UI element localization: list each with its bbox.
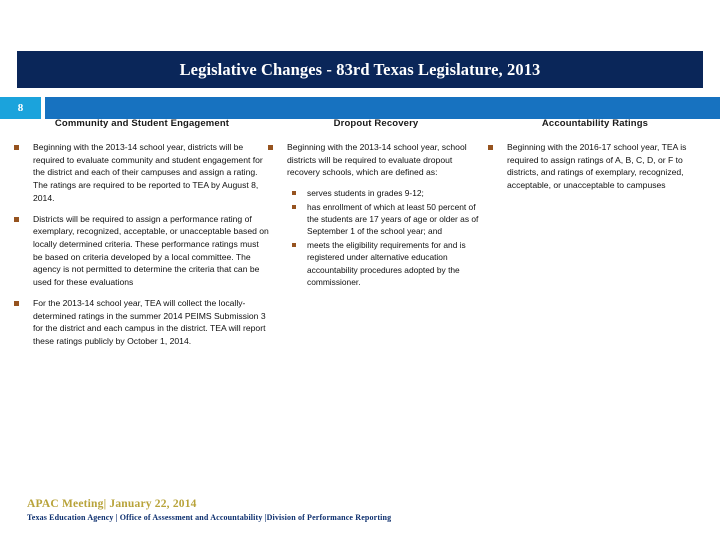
list-item — [14, 297, 270, 348]
square-bullet-icon — [14, 217, 19, 222]
square-bullet-icon — [488, 145, 493, 150]
slide-title-banner — [17, 51, 703, 88]
footer-agency-line: Texas Education Agency | Office of Assessment and Accountability |Division of Performance Reporting — [27, 513, 392, 522]
list-item-text: For the 2013-14 school year, TEA will collect the locally-determined ratings in the summer 2014 PEIMS Submission 3 for the district and each campus in the district. TEA will report these ratings publicly by October 1, 2014. — [33, 297, 266, 346]
page-number-text: 8 — [17, 102, 24, 114]
square-bullet-icon — [14, 145, 19, 150]
column-header: Community and Student Engagement — [54, 118, 230, 129]
page-number-badge — [0, 97, 41, 119]
sub-list-item — [292, 187, 484, 199]
sub-list-item-text: meets the eligibility requirements for and is registered under alternative education accountability procedures adopted by the commissioner. — [307, 239, 466, 288]
list-item-text: Districts will be required to assign a performance rating of exemplary, recognized, acceptable, or unacceptable based on locally determined criteria. These performance ratings must be based on criteria developed by a local committee. The agency is not permitted to determine the criteria that can be used for these evaluations — [33, 213, 269, 288]
square-bullet-icon — [292, 191, 296, 195]
sub-list-item-text: has enrollment of which at least 50 percent of the students are 17 years of age or older as of September 1 of the school year; and — [307, 201, 479, 237]
sub-list — [268, 187, 484, 289]
square-bullet-icon — [292, 243, 296, 247]
header-accent-bar — [45, 97, 720, 119]
list-item — [488, 141, 702, 192]
sub-list-item-text: serves students in grades 9-12; — [307, 188, 424, 199]
list-item — [14, 213, 270, 289]
column-dropout-recovery — [268, 119, 484, 290]
list-item-text: Beginning with the 2013-14 school year, districts will be required to evaluate community and student engagement for the district and each of their campuses and assign a rating. The ratings are required to be reported to TEA by August 8, 2014. — [33, 141, 263, 203]
sub-list-item — [292, 201, 484, 238]
column-accountability-ratings — [488, 119, 702, 200]
page-title: Legislative Changes - 83rd Texas Legislature, 2013 — [179, 59, 541, 79]
column-header: Dropout Recovery — [333, 118, 419, 129]
square-bullet-icon — [268, 145, 273, 150]
slide-footer — [27, 498, 687, 522]
list-item-text: Beginning with the 2013-14 school year, school districts will be required to evaluate dropout recovery schools, which are defined as: — [287, 141, 467, 178]
footer-meeting-line: APAC Meeting| January 22, 2014 — [27, 498, 197, 510]
slide-content-area — [0, 119, 720, 479]
column-community-and-student-engagement — [14, 119, 270, 356]
column-header: Accountability Ratings — [541, 118, 649, 129]
square-bullet-icon — [292, 205, 296, 209]
list-item-text: Beginning with the 2016-17 school year, TEA is required to assign ratings of A, B, C, D, or F to districts, and ratings of exemplary, recognized, acceptable, or unacceptable to campuses — [507, 141, 687, 191]
list-item — [268, 141, 484, 179]
square-bullet-icon — [14, 301, 19, 306]
list-item — [14, 141, 270, 205]
sub-list-item — [292, 239, 484, 289]
